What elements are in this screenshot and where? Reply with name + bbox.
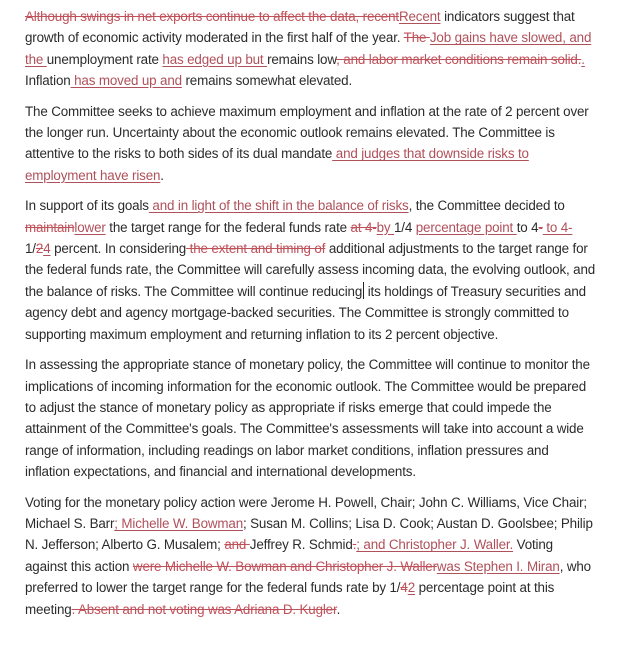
tracked-insertion[interactable]: was Stephen I. Miran: [436, 558, 560, 574]
paragraph-economic-conditions[interactable]: [25, 6, 596, 92]
body-text: percent. In considering: [50, 241, 187, 257]
tracked-deletion[interactable]: 4: [400, 580, 408, 596]
tracked-deletion[interactable]: .: [352, 537, 357, 553]
tracked-insertion[interactable]: has moved up and: [70, 73, 182, 89]
body-text: Inflation: [25, 73, 71, 89]
body-text: indicators suggest that growth of economic activity moderated in the first half of the year.: [25, 9, 575, 46]
tracked-insertion[interactable]: and in light of the shift in the balance of risks: [148, 198, 409, 214]
tracked-insertion[interactable]: .: [581, 51, 585, 67]
body-text: unemployment rate: [46, 51, 163, 67]
tracked-deletion[interactable]: . Absent and not voting was Adriana D. Kugler: [71, 601, 337, 617]
body-text: Jeffrey R. Schmid: [249, 537, 353, 553]
tracked-insertion[interactable]: lower: [74, 219, 106, 235]
body-text: In assessing the appropriate stance of monetary policy, the Committee will continue to monitor the implications of incoming information for the economic outlook. The Committee would be prepared to adjust the stance of monetary policy as appropriate if risks emerge that could impede the attainment of the Committee's goals. The Committee's assessments will take into account a wide range of information, including readings on labor market conditions, inflation pressures and inflation expectations, and financial and international developments.: [25, 357, 590, 480]
body-text: remains somewhat elevated.: [181, 73, 353, 89]
tracked-insertion[interactable]: to 4-: [542, 219, 573, 235]
body-text: .: [336, 601, 341, 617]
tracked-deletion[interactable]: The: [403, 30, 430, 46]
paragraph-policy-decision[interactable]: [25, 195, 596, 345]
paragraph-committee-goals[interactable]: [25, 101, 596, 187]
tracked-deletion[interactable]: , and labor market conditions remain solid.: [336, 51, 582, 67]
tracked-insertion[interactable]: has edged up but: [162, 51, 268, 67]
body-text: ; Susan M. Collins; Lisa D. Cook; Austan D. Goolsbee; Philip N. Jefferson; Alberto G. Musalem;: [25, 515, 593, 553]
body-text: to 4: [516, 219, 539, 235]
tracked-deletion[interactable]: the extent and timing of: [186, 241, 326, 257]
body-text: .: [160, 167, 164, 183]
body-text: 1/: [25, 241, 36, 257]
tracked-insertion[interactable]: and judges that downside risks to employment have risen: [25, 146, 529, 183]
body-text: additional adjustments to the target range for the federal funds rate, the Committee will carefully assess incoming data, the evolving outlook, and the balance of risks. The Committee will continue reducing: [25, 241, 596, 299]
tracked-deletion[interactable]: -: [538, 219, 543, 235]
tracked-insertion[interactable]: ; Michelle W. Bowman: [114, 515, 243, 531]
body-text: In support of its goals: [25, 198, 149, 214]
tracked-deletion[interactable]: at 4-: [350, 219, 377, 235]
tracked-insertion[interactable]: Job gains have slowed, and the: [25, 30, 592, 67]
tracked-insertion[interactable]: Recent: [398, 9, 441, 24]
tracked-deletion[interactable]: and: [224, 537, 250, 553]
tracked-deletion[interactable]: maintain: [25, 219, 75, 235]
paragraph-policy-assessment[interactable]: [25, 354, 596, 482]
tracked-insertion[interactable]: percentage point: [415, 219, 517, 235]
tracked-deletion[interactable]: Although swings in net exports continue to affect the data, recent: [25, 9, 399, 24]
body-text: , who preferred to lower the target range for the federal funds rate by 1/: [25, 558, 591, 596]
body-text: 1/4: [394, 219, 416, 235]
tracked-deletion[interactable]: were Michelle W. Bowman and Christopher J. Waller: [132, 558, 437, 574]
paragraph-voting-record[interactable]: [25, 492, 596, 620]
body-text: the target range for the federal funds rate: [105, 219, 351, 235]
tracked-insertion[interactable]: ; and Christopher J. Waller.: [356, 537, 514, 553]
tracked-insertion[interactable]: by: [376, 219, 394, 235]
body-text: Voting for the monetary policy action were Jerome H. Powell, Chair; John C. Williams, Vice Chair; Michael S. Barr: [25, 494, 587, 531]
tracked-deletion[interactable]: 2: [35, 241, 44, 257]
body-text: Voting against this action: [25, 537, 553, 574]
tracked-insertion[interactable]: 4: [43, 241, 51, 257]
tracked-insertion[interactable]: 2: [407, 580, 416, 596]
body-text: remains low: [267, 51, 337, 67]
body-text: percentage point at this meeting: [25, 580, 555, 617]
body-text: its holdings of Treasury securities and agency debt and agency mortgage-backed securities. The Committee is strongly committed to supporting maximum employment and returning inflation to its 2 percent objective.: [25, 283, 586, 342]
body-text: , the Committee decided to: [408, 198, 565, 214]
body-text: The Committee seeks to achieve maximum employment and inflation at the rate of 2 percent over the longer run. Uncertainty about the economic outlook remains elevated. The Committee is attentive to the risks to both sides of its dual mandate: [25, 103, 589, 162]
